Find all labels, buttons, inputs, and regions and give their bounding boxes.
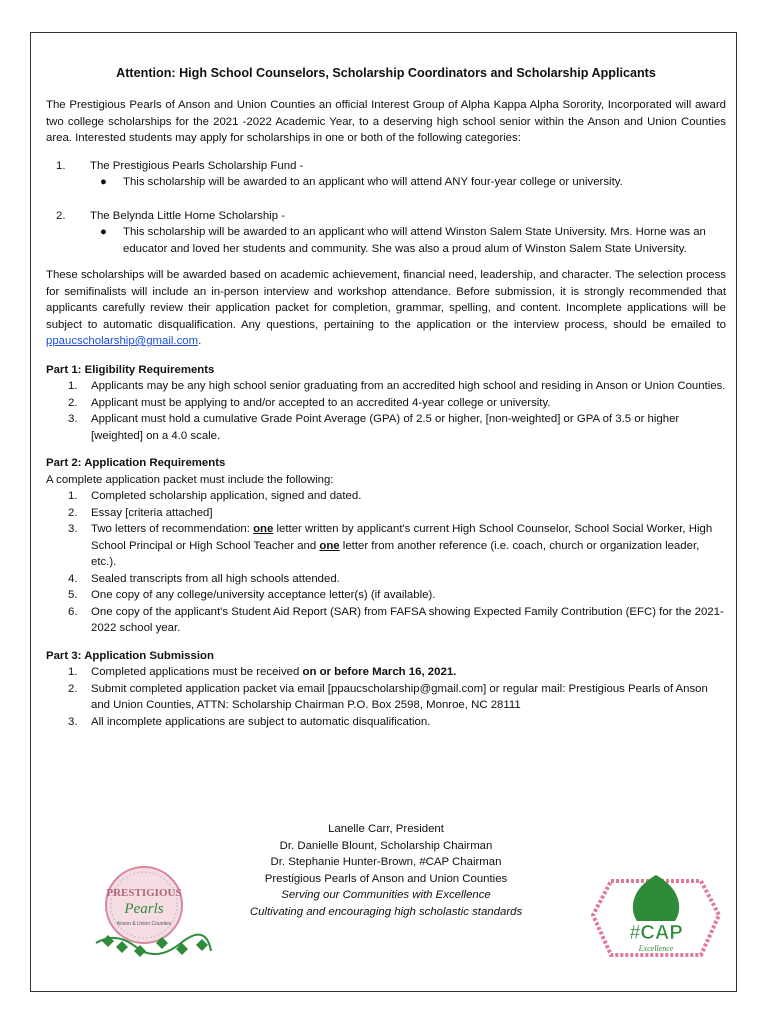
list-number: 1.	[68, 666, 78, 678]
list-number: 3.	[68, 413, 78, 425]
list-number: 5.	[68, 589, 78, 601]
list-text: Applicant must be applying to and/or accepted to an accredited 4-year college or university.	[91, 396, 551, 409]
criteria-text: These scholarships will be awarded based on academic achievement, financial need, leadership, and character. The selection process for semifinalists will include an in-person interview and workshop attendance. Before submission, it is strongly recommended that applicants carefully review their application packet for completion, grammar, spelling, and content. Incomplete applications will be subject to automatic disqualification. Any questions, pertaining to the application or the interview process, should be emailed to	[46, 269, 726, 331]
page-title: Attention: High School Counselors, Scholarship Coordinators and Scholarship Applicants	[116, 66, 656, 80]
list-text: Submit completed application packet via email [ppaucscholarship@gmail.com] or regular mail: Prestigious Pearls of Anson and Union Counties, ATTN: Scholarship Chairman P.O. Box 2598, Monroe, NC 28111	[91, 682, 708, 711]
list-number: 2.	[68, 396, 78, 409]
list-text: letter written by applicant's current High School Counselor, School Social Worker, High School Principal or High School Teacher and	[91, 523, 713, 552]
category-2-number: 2.	[56, 209, 66, 222]
category-1	[46, 158, 726, 191]
document-content	[46, 65, 726, 730]
list-text: Completed scholarship application, signed and dated.	[91, 490, 362, 502]
signature-cap-chair: Dr. Stephanie Hunter-Brown, #CAP Chairman	[270, 856, 502, 868]
list-text: Applicant must hold a cumulative Grade Point Average (GPA) of 2.5 or higher, [non-weighted] or GPA of 3.5 or higher [weighted] on a 4.0 scale.	[91, 413, 680, 442]
list-item	[46, 505, 726, 522]
list-number: 1.	[68, 490, 78, 502]
category-2	[46, 208, 726, 258]
intro-paragraph: The Prestigious Pearls of Anson and Union Counties an official Interest Group of Alpha Kappa Alpha Sorority, Incorporated will award two college scholarships for the 2021 -2022 Academic Year, to a deserving high school senior within the Anson and Union Counties area. Interested students may apply for scholarships in one or both of the following categories:	[46, 99, 726, 144]
list-item	[46, 664, 726, 681]
criteria-end: .	[198, 335, 202, 347]
list-text: Essay [criteria attached]	[91, 506, 213, 519]
list-item	[46, 681, 726, 714]
list-number: 2.	[68, 506, 78, 519]
logo-right-text: #CAP	[629, 922, 683, 944]
list-text: One copy of any college/university acceptance letter(s) (if available).	[91, 589, 436, 601]
logo-right-subtext: Excellence	[638, 944, 674, 953]
contact-email-link[interactable]: ppaucscholarship@gmail.com	[46, 335, 199, 347]
list-text: All incomplete applications are subject to automatic disqualification.	[91, 715, 431, 728]
signature-organization: Prestigious Pearls of Anson and Union Counties	[264, 872, 508, 885]
list-item	[46, 378, 726, 395]
list-number: 4.	[68, 572, 78, 585]
list-text: One copy of the applicant's Student Aid Report (SAR) from FAFSA showing Expected Family Contribution (EFC) for the 2021-2022 school year.	[91, 605, 724, 634]
list-number: 2.	[68, 682, 78, 695]
part3-title: Part 3: Application Submission	[46, 649, 214, 662]
list-text: Two letters of recommendation:	[91, 523, 254, 535]
part2-section	[46, 455, 726, 637]
deadline-text: on or before March 16, 2021.	[302, 666, 457, 678]
bullet-icon: ●	[100, 226, 107, 238]
category-1-name: The Prestigious Pearls Scholarship Fund -	[90, 159, 304, 172]
prestigious-pearls-logo	[86, 863, 216, 963]
logo-left-line1: PRESTIGIOUS	[106, 887, 182, 899]
tagline-1: Serving our Communities with Excellence	[281, 889, 491, 901]
category-1-number: 1.	[56, 159, 66, 172]
list-item	[46, 714, 726, 731]
list-item	[46, 587, 726, 604]
bullet-icon: ●	[100, 176, 107, 188]
list-item	[46, 488, 726, 505]
part2-subtitle: A complete application packet must include the following:	[46, 473, 334, 486]
part1-title: Part 1: Eligibility Requirements	[46, 363, 215, 376]
list-item	[46, 521, 726, 571]
list-text: Completed applications must be received	[91, 666, 303, 678]
logo-left-line2: Pearls	[124, 901, 164, 917]
logo-left-line3: Anson & Union Counties	[116, 921, 172, 927]
category-1-description: This scholarship will be awarded to an applicant who will attend ANY four-year college or university.	[123, 176, 623, 188]
category-2-name: The Belynda Little Horne Scholarship -	[90, 209, 286, 222]
part1-section	[46, 362, 726, 445]
emphasis-one: one	[319, 539, 340, 552]
list-text: Applicants may be any high school senior graduating from an accredited high school and residing in Anson or Union Counties.	[91, 380, 726, 392]
cap-logo	[591, 869, 721, 961]
list-item	[46, 411, 726, 444]
list-number: 1.	[68, 380, 78, 392]
criteria-paragraph	[46, 267, 726, 350]
list-number: 6.	[68, 605, 78, 618]
list-number: 3.	[68, 523, 78, 535]
emphasis-one: one	[253, 523, 274, 535]
list-number: 3.	[68, 715, 78, 728]
tagline-2: Cultivating and encouraging high scholastic standards	[249, 905, 523, 918]
category-2-description: This scholarship will be awarded to an applicant who will attend Winston Salem State University. Mrs. Horne was an educator and loved her students and community. She was also a proud alum of Winston Salem State University.	[123, 226, 706, 255]
list-text: Sealed transcripts from all high schools attended.	[91, 572, 340, 585]
signature-president: Lanelle Carr, President	[328, 823, 444, 835]
document-page	[30, 32, 737, 992]
list-item	[46, 571, 726, 588]
part3-section	[46, 648, 726, 731]
signature-scholarship-chair: Dr. Danielle Blount, Scholarship Chairman	[279, 839, 493, 852]
part2-title: Part 2: Application Requirements	[46, 457, 226, 469]
list-item	[46, 604, 726, 637]
list-item	[46, 395, 726, 412]
list-text: letter from another reference (i.e. coach, church or organization leader, etc.).	[91, 539, 700, 568]
